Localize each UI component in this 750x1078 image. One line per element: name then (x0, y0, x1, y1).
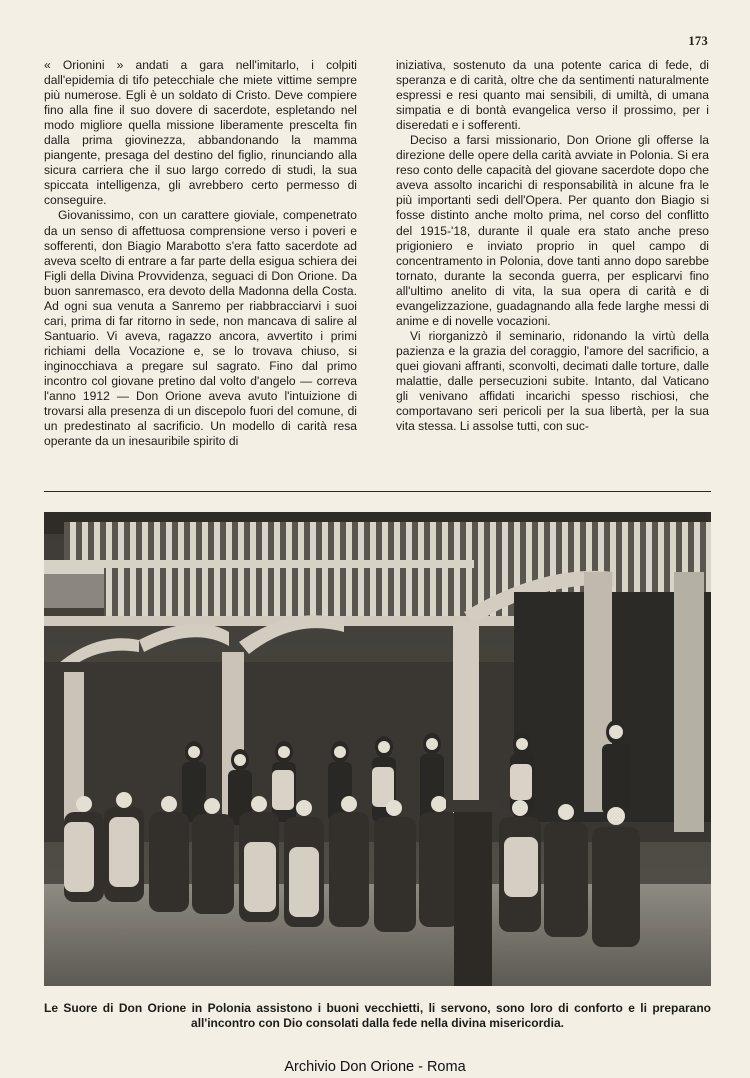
photo-illustration (44, 512, 711, 986)
archive-footer: Archivio Don Orione - Roma (284, 1059, 466, 1075)
divider-rule (44, 491, 711, 492)
article-body (44, 58, 709, 484)
left-column (44, 58, 357, 484)
photo-caption: Le Suore di Don Orione in Polonia assistono i buoni vecchietti, li servono, sono loro di conforto e li preparano all'incontro con Dio consolati dalla fede nella divina misericordia. (44, 1001, 711, 1030)
paragraph: « Orionini » andati a gara nell'imitarlo, i colpiti dall'epidemia di tifo petecchiale che miete vittime sempre più numerose. Egli è un soldato di Cristo. Deve compiere fino alla fine il suo dovere di sacerdote, espletando nel modo migliore quella missione liberamente prescelta fin dalla prima giovinezza, abbandonando la mamma piangente, presaga del destino del figlio, rinunciando alla sicura carriera che il suo largo corredo di studi, la sua spiccata intelligenza, gli avrebbero certo permesso di conseguire. (44, 58, 357, 208)
paragraph: Deciso a farsi missionario, Don Orione gli offerse la direzione delle opere della carità avviate in Polonia. Si era reso conto delle capacità del giovane sacerdote dopo che aveva assolto incarichi di responsabilità in alcune fra le più importanti sedi dell'Opera. Per quanto don Biagio si fosse distinto anche molto prima, nel corso del conflitto del 1915-'18, durante il quale era stato anche preso prigioniero e inviato proprio in quel campo di concentramento in Polonia, dove tanti anno dopo sarebbe tornato, durante la seconda guerra, per esplicarvi fino all'ultimo anelito di vita, la sua opera di carità e di evangelizzazione, guadagnando alla fede larghe messi di anime e di novelle vocazioni. (396, 133, 709, 328)
right-column (396, 58, 709, 484)
page-number: 173 (688, 34, 708, 48)
paragraph: iniziativa, sostenuto da una potente carica di fede, di speranza e di carità, oltre che da sentimenti naturalmente espressi e resi quanto mai sensibili, di umiltà, di umana simpatia e di bontà evangelica verso il prossimo, per i diseredati e i sofferenti. (396, 58, 709, 133)
paragraph: Giovanissimo, con un carattere gioviale, compenetrato da un senso di affettuosa comprensione verso i poveri e sofferenti, don Biagio Marabotto s'era fatto sacerdote ad aveva scelto di entrare a far parte della esigua schiera dei Figli della Divina Provvidenza, seguaci di Don Orione. Da buon sanremasco, era devoto della Madonna della Costa. Ad ogni sua venuta a Sanremo per riabbracciarvi i suoi cari, prima di far ritorno in sede, non mancava di salire al Santuario. Vi aveva, ragazzo ancora, avvertito i primi richiami della Vocazione e, se lo trovava chiuso, si inginocchiava a pregare sul sagrato. Fino dal primo incontro col giovane pretino dal volto d'angelo — correva l'anno 1912 — Don Orione aveva avuto l'intuizione di trovarsi alla presenza di un discepolo fuori del comune, di un predestinato al sacrificio. Un modello di carità resa operante da un inesauribile spirito di (44, 208, 357, 449)
paragraph: Vi riorganizzò il seminario, ridonando la virtù della pazienza e la grazia del coraggio, l'amore del sacrificio, a quei giovani affranti, sconvolti, decimati dalle torture, dalle malattie, dalle persecuzioni subite. Intanto, dal Vaticano gli venivano affidati incarichi spesso rischiosi, che comportavano seri pericoli per la sua libertà, per la sua vita stessa. Li assolse tutti, con suc- (396, 328, 709, 434)
group-photograph (44, 512, 711, 986)
